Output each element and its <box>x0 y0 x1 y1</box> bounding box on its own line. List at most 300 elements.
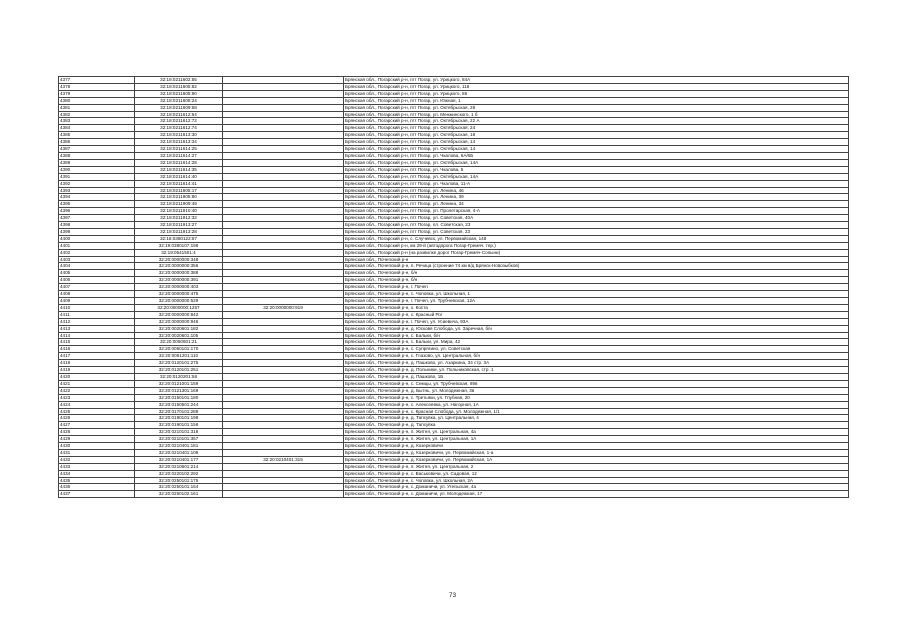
row-number-cell: 4424 <box>59 401 135 408</box>
table-row <box>59 194 849 201</box>
row-number-cell: 4427 <box>59 422 135 429</box>
address-cell: Брянская обл., Почепский р-н, г. Почеп <box>344 284 849 291</box>
cadastral-number-cell: 32:20:0210601:214 <box>135 463 223 470</box>
cadastral-number-cell: 32:20:0020601:182 <box>135 325 223 332</box>
cadastral-number-cell: 32:20:0121301:169 <box>135 387 223 394</box>
cadastral-number-cell: 32:19:0541501:4 <box>135 249 223 256</box>
table-row <box>59 491 849 498</box>
table-row <box>59 249 849 256</box>
cadastral-number-cell: 32:18:0211614:35 <box>135 166 223 173</box>
previous-number-cell <box>223 173 344 180</box>
table-row <box>59 456 849 463</box>
table-row <box>59 180 849 187</box>
address-cell: Брянская обл., Погарский р-н, пгт Погар, ул. Советская, 23 <box>344 228 849 235</box>
address-cell: Брянская обл., Погарский р-н, пгт Погар, ул. Ленина, 46 <box>344 187 849 194</box>
previous-number-cell <box>223 97 344 104</box>
cadastral-number-cell: 32:18:0380122:87 <box>135 235 223 242</box>
cadastral-number-cell: 32:18:0211614:25 <box>135 146 223 153</box>
table-row <box>59 187 849 194</box>
table-row <box>59 270 849 277</box>
address-cell: Брянская обл., Почепский р-н, с. Бальки, ул. Мира, 42 <box>344 339 849 346</box>
cadastral-number-cell: 32:20:0210401:108 <box>135 449 223 456</box>
table-row <box>59 436 849 443</box>
previous-number-cell <box>223 353 344 360</box>
address-cell: Брянская обл., Почепский р-н, с. Доманичи, ул. Молодежная, 17 <box>344 491 849 498</box>
row-number-cell: 4437 <box>59 491 135 498</box>
cadastral-number-cell: 32:18:0211609:58 <box>135 104 223 111</box>
address-cell: Брянская обл., Погарский р-н, с. Случевск, ул. Первомайская, 148 <box>344 235 849 242</box>
table-row <box>59 463 849 470</box>
address-cell: Брянская обл., Погарский р-н, пгт Погар, ул. Урицкого, 86 <box>344 90 849 97</box>
previous-number-cell <box>223 394 344 401</box>
address-cell: Брянская обл., Почепский р-н, д. Козерковичи, ул. Первомайская, 1А <box>344 456 849 463</box>
cadastral-number-cell: 32:20:0150101:180 <box>135 394 223 401</box>
address-cell: Брянская обл., Погарский р-н, пгт Погар, ул. Октябрьская, 14 <box>344 139 849 146</box>
row-number-cell: 4433 <box>59 463 135 470</box>
cadastral-number-cell: 32:20:0000000:842 <box>135 311 223 318</box>
previous-number-cell <box>223 118 344 125</box>
address-cell: Брянская обл., Почепский р-н, д. Юсковя Слобода, ул. Заречная, б/н <box>344 325 849 332</box>
table-row <box>59 477 849 484</box>
cadastral-number-cell: 32:18:0211605:17 <box>135 187 223 194</box>
row-number-cell: 4393 <box>59 187 135 194</box>
cadastral-number-cell: 32:19:0380107:198 <box>135 242 223 249</box>
address-cell: Брянская обл., Погарский р-н, пгт Погар, ул. Октябрьская, 14А <box>344 173 849 180</box>
address-cell: Брянская обл., Почепский р-н, с. Чоповка, ул. Школьная, 2А <box>344 477 849 484</box>
cadastral-number-cell: 32:20:0250102:161 <box>135 491 223 498</box>
address-cell: Брянская обл., Погарский р-н, пгт Погар, ул. Урицкого, 118 <box>344 83 849 90</box>
cadastral-number-cell: 32:20:0000000:529 <box>135 298 223 305</box>
table-row <box>59 208 849 215</box>
previous-number-cell <box>223 284 344 291</box>
cadastral-number-cell: 32:18:0211613:34 <box>135 139 223 146</box>
previous-number-cell <box>223 360 344 367</box>
cadastral-number-cell: 32:18:0211614:28 <box>135 159 223 166</box>
address-cell: Брянская обл., Почепский р-н, б/н <box>344 270 849 277</box>
previous-number-cell <box>223 180 344 187</box>
address-cell: Брянская обл., Погарский р-н, пгт Погар, ул. Урицкого, 84А <box>344 77 849 84</box>
row-number-cell: 4389 <box>59 159 135 166</box>
cadastral-number-cell: 32:18:0211913:28 <box>135 228 223 235</box>
table-row <box>59 429 849 436</box>
table-row <box>59 166 849 173</box>
cadastral-number-cell: 32:18:0211605:82 <box>135 83 223 90</box>
cadastral-number-cell: 32:20:0190101:199 <box>135 415 223 422</box>
row-number-cell: 4430 <box>59 443 135 450</box>
row-number-cell: 4425 <box>59 408 135 415</box>
table-row <box>59 222 849 229</box>
previous-number-cell <box>223 443 344 450</box>
row-number-cell: 4394 <box>59 194 135 201</box>
table-row <box>59 277 849 284</box>
address-cell: Брянская обл., Почепский р-н, с. Третьяки, ул. Глубная, 20 <box>344 394 849 401</box>
address-cell: Брянская обл., Почепский р-н, с. Глазово, ул. Центральная, б/н <box>344 353 849 360</box>
previous-number-cell <box>223 77 344 84</box>
table-row <box>59 146 849 153</box>
row-number-cell: 4409 <box>59 298 135 305</box>
table-row <box>59 373 849 380</box>
table-row <box>59 139 849 146</box>
cadastral-number-cell: 32:18:0211608:24 <box>135 97 223 104</box>
cadastral-number-cell: 32:18:0211909:49 <box>135 201 223 208</box>
table-row <box>59 235 849 242</box>
row-number-cell: 4413 <box>59 325 135 332</box>
address-cell: Брянская обл., Почепский р-н, с. Алексеевка, ул. Нагорная, 1А <box>344 401 849 408</box>
row-number-cell: 4380 <box>59 97 135 104</box>
row-number-cell: 4431 <box>59 449 135 456</box>
row-number-cell: 4378 <box>59 83 135 90</box>
previous-number-cell <box>223 222 344 229</box>
table-row <box>59 470 849 477</box>
row-number-cell: 4382 <box>59 111 135 118</box>
previous-number-cell <box>223 166 344 173</box>
address-cell: Брянская обл., Почепский р-н, п. Житня, ул. Центральная, 2 <box>344 463 849 470</box>
previous-number-cell <box>223 415 344 422</box>
row-number-cell: 4435 <box>59 477 135 484</box>
previous-number-cell <box>223 325 344 332</box>
row-number-cell: 4436 <box>59 484 135 491</box>
address-cell: Брянская обл., Почепский р-н, с. Васьковичи, ул. Садовая, 12 <box>344 470 849 477</box>
address-cell: Брянская обл., Почепский р-н, д. Пашково, ул. Азаркина, 34 стр. 3А <box>344 360 849 367</box>
cadastral-number-cell: 32:20:0020601:105 <box>135 332 223 339</box>
cadastral-number-cell: 32:20:0050101:170 <box>135 346 223 353</box>
table-row <box>59 401 849 408</box>
cadastral-number-cell: 32:20:0190101:156 <box>135 422 223 429</box>
cadastral-number-cell: 32:20:0121001:159 <box>135 380 223 387</box>
cadastral-number-cell: 32:20:0000000:356 <box>135 263 223 270</box>
row-number-cell: 4379 <box>59 90 135 97</box>
address-cell: Брянская обл., Почепский р-н, с. Семцы, ул. Трубчевская, 69в <box>344 380 849 387</box>
table-row <box>59 339 849 346</box>
row-number-cell: 4417 <box>59 353 135 360</box>
previous-number-cell <box>223 298 344 305</box>
cadastral-number-cell: 32:20:0120201:58 <box>135 373 223 380</box>
previous-number-cell <box>223 249 344 256</box>
row-number-cell: 4392 <box>59 180 135 187</box>
cadastral-number-cell: 32:20:0000000:946 <box>135 318 223 325</box>
row-number-cell: 4421 <box>59 380 135 387</box>
table-row <box>59 104 849 111</box>
previous-number-cell <box>223 104 344 111</box>
table-row <box>59 125 849 132</box>
table-row <box>59 256 849 263</box>
cadastral-number-cell: 32:20:0210101:357 <box>135 436 223 443</box>
previous-number-cell <box>223 146 344 153</box>
row-number-cell: 4429 <box>59 436 135 443</box>
table-row <box>59 325 849 332</box>
table-row <box>59 367 849 374</box>
address-cell: Брянская обл., Почепский р-н, д. Польники, ул. Польниковская, стр. 1 <box>344 367 849 374</box>
table-row <box>59 263 849 270</box>
cadastral-number-cell: 32:20:0000000:1257 <box>135 304 223 311</box>
previous-number-cell <box>223 215 344 222</box>
row-number-cell: 4396 <box>59 208 135 215</box>
table-row <box>59 449 849 456</box>
row-number-cell: 4397 <box>59 215 135 222</box>
row-number-cell: 4411 <box>59 311 135 318</box>
row-number-cell: 4420 <box>59 373 135 380</box>
previous-number-cell <box>223 139 344 146</box>
address-cell: Брянская обл., Погарский р-н, пгт Погар, ул. Чкалова, 5 <box>344 166 849 173</box>
address-cell: Брянская обл., Погарский р-н, пгт Погар, пл. Советская, 23 <box>344 222 849 229</box>
address-cell: Брянская обл., Почепский р-н, г. Почеп, ул. Усиевича, 93А <box>344 318 849 325</box>
table-row <box>59 215 849 222</box>
previous-number-cell <box>223 318 344 325</box>
cadastral-number-cell: 32:18:0211612:54 <box>135 111 223 118</box>
previous-number-cell: 32:20:0210401:315 <box>223 456 344 463</box>
cadastral-number-cell: 32:18:0211912:32 <box>135 215 223 222</box>
table-row <box>59 118 849 125</box>
previous-number-cell: 32:20:0000000:919 <box>223 304 344 311</box>
table-row <box>59 311 849 318</box>
table-row <box>59 387 849 394</box>
table-row <box>59 291 849 298</box>
row-number-cell: 4391 <box>59 173 135 180</box>
address-cell: Брянская обл., Погарский р-н (на развилке дорог Погар-Гремяч-Сопыни) <box>344 249 849 256</box>
address-cell: Брянская обл., Почепский р-н, с. Чоповка, ул. Школьная, 1 <box>344 291 849 298</box>
previous-number-cell <box>223 408 344 415</box>
row-number-cell: 4415 <box>59 339 135 346</box>
row-number-cell: 4386 <box>59 139 135 146</box>
table-row <box>59 97 849 104</box>
previous-number-cell <box>223 111 344 118</box>
row-number-cell: 4400 <box>59 235 135 242</box>
row-number-cell: 4422 <box>59 387 135 394</box>
row-number-cell: 4399 <box>59 228 135 235</box>
row-number-cell: 4384 <box>59 125 135 132</box>
table-row <box>59 284 849 291</box>
previous-number-cell <box>223 187 344 194</box>
row-number-cell: 4414 <box>59 332 135 339</box>
table-row <box>59 422 849 429</box>
cadastral-number-cell: 32:20:0210401:177 <box>135 456 223 463</box>
table-row <box>59 152 849 159</box>
previous-number-cell <box>223 90 344 97</box>
previous-number-cell <box>223 159 344 166</box>
table-row <box>59 353 849 360</box>
row-number-cell: 4434 <box>59 470 135 477</box>
row-number-cell: 4401 <box>59 242 135 249</box>
page-number: 73 <box>448 592 457 599</box>
cadastral-number-cell: 32:18:0211602:55 <box>135 77 223 84</box>
address-cell: Брянская обл., Погарский р-н, пгт Погар, ул. Ленина, 39 <box>344 194 849 201</box>
previous-number-cell <box>223 270 344 277</box>
cadastral-number-cell: 32:18:0211605:90 <box>135 90 223 97</box>
address-cell: Брянская обл., Почепский р-н, д. Пашково, 1Б <box>344 373 849 380</box>
table-row <box>59 298 849 305</box>
cadastral-number-cell: 32:20:0120101:275 <box>135 360 223 367</box>
previous-number-cell <box>223 339 344 346</box>
cadastral-number-cell: 32:18:0211612:74 <box>135 125 223 132</box>
row-number-cell: 4398 <box>59 222 135 229</box>
previous-number-cell <box>223 436 344 443</box>
row-number-cell: 4390 <box>59 166 135 173</box>
row-number-cell: 4416 <box>59 346 135 353</box>
previous-number-cell <box>223 380 344 387</box>
table-row <box>59 83 849 90</box>
previous-number-cell <box>223 242 344 249</box>
cadastral-number-cell: 32:18:0211613:30 <box>135 132 223 139</box>
table-row <box>59 408 849 415</box>
cadastral-number-cell: 32:20:0000000:475 <box>135 291 223 298</box>
row-number-cell: 4428 <box>59 429 135 436</box>
address-cell: Брянская обл., Почепский р-н, с. Супрягино, ул. Советская <box>344 346 849 353</box>
table-row <box>59 318 849 325</box>
cadastral-number-cell: 32:18:0211913:27 <box>135 222 223 229</box>
cadastral-number-cell: 32:20:0250101:175 <box>135 477 223 484</box>
previous-number-cell <box>223 194 344 201</box>
table-row <box>59 360 849 367</box>
table-row <box>59 380 849 387</box>
table-row <box>59 201 849 208</box>
previous-number-cell <box>223 346 344 353</box>
register-table-body <box>59 77 849 498</box>
address-cell: Брянская обл., Погарский р-н, пгт Погар, ул. Южная, 1 <box>344 97 849 104</box>
table-row <box>59 415 849 422</box>
previous-number-cell <box>223 367 344 374</box>
row-number-cell: 4385 <box>59 132 135 139</box>
cadastral-number-cell: 32:18:0211614:27 <box>135 152 223 159</box>
table-row <box>59 111 849 118</box>
address-cell: Брянская обл., Почепский р-н <box>344 256 849 263</box>
cadastral-number-cell: 32:20:0120101:251 <box>135 367 223 374</box>
address-cell: Брянская обл., Почепский р-н, г. Почеп, ул. Трубчевская, 12А <box>344 298 849 305</box>
table-row <box>59 173 849 180</box>
row-number-cell: 4419 <box>59 367 135 374</box>
cadastral-number-cell: 32:18:0211910:40 <box>135 208 223 215</box>
previous-number-cell <box>223 291 344 298</box>
row-number-cell: 4407 <box>59 284 135 291</box>
cadastral-number-cell: 32:20:0050601:21 <box>135 339 223 346</box>
address-cell: Брянская обл., Погарский р-н, пгт Погар, ул. Советская, 40А <box>344 215 849 222</box>
cadastral-number-cell: 32:18:0211905:80 <box>135 194 223 201</box>
address-cell: Брянская обл., Почепский р-н, д. Бытнь, ул. Молодежная, 3в <box>344 387 849 394</box>
row-number-cell: 4387 <box>59 146 135 153</box>
previous-number-cell <box>223 463 344 470</box>
cadastral-number-cell: 32:20:0210101:318 <box>135 429 223 436</box>
previous-number-cell <box>223 373 344 380</box>
table-row <box>59 346 849 353</box>
row-number-cell: 4403 <box>59 256 135 263</box>
previous-number-cell <box>223 387 344 394</box>
cadastral-number-cell: 32:20:0051201:110 <box>135 353 223 360</box>
row-number-cell: 4410 <box>59 304 135 311</box>
address-cell: Брянская обл., Погарский р-н, пгт Погар, ул. Октябрьская, 22 А <box>344 118 849 125</box>
row-number-cell: 4412 <box>59 318 135 325</box>
table-row <box>59 90 849 97</box>
previous-number-cell <box>223 83 344 90</box>
previous-number-cell <box>223 125 344 132</box>
address-cell: Брянская обл., Почепский р-н, д. Тапсувка <box>344 422 849 429</box>
address-cell: Брянская обл., Почепский р-н, д. Козерковичи, ул. Первомайская, 1-а <box>344 449 849 456</box>
row-number-cell: 4381 <box>59 104 135 111</box>
table-row <box>59 242 849 249</box>
table-row <box>59 394 849 401</box>
row-number-cell: 4402 <box>59 249 135 256</box>
cadastral-number-cell: 32:20:0170101:289 <box>135 408 223 415</box>
previous-number-cell <box>223 470 344 477</box>
address-cell: Брянская обл., Почепский р-н, п. Житня, ул. Центральная, 4а <box>344 429 849 436</box>
row-number-cell: 4408 <box>59 291 135 298</box>
row-number-cell: 4404 <box>59 263 135 270</box>
address-cell: Брянская обл., Почепский р-н, б/н <box>344 277 849 284</box>
address-cell: Брянская обл., Почепский р-н, с. Доманичи, ул. Угельская, 4а <box>344 484 849 491</box>
address-cell: Брянская обл., Почепский р-н, п. Речица (строение 74 км в/д Брянск-Новозыбков) <box>344 263 849 270</box>
previous-number-cell <box>223 429 344 436</box>
previous-number-cell <box>223 332 344 339</box>
address-cell: Брянская обл., Погарский р-н, пгт Погар, ул. Октябрьская, 14А <box>344 159 849 166</box>
cadastral-number-cell: 32:20:0000000:388 <box>135 270 223 277</box>
address-cell: Брянская обл., Погарский р-н, пгт Погар, ул. Октябрьская, 28 <box>344 104 849 111</box>
previous-number-cell <box>223 256 344 263</box>
address-cell: Брянская обл., Погарский р-н, пгт Погар, ул. Пролетарская, 4-А <box>344 208 849 215</box>
cadastral-number-cell: 32:18:0211612:72 <box>135 118 223 125</box>
previous-number-cell <box>223 484 344 491</box>
previous-number-cell <box>223 491 344 498</box>
address-cell: Брянская обл., Почепский р-н, с. Красный Рог <box>344 311 849 318</box>
table-row <box>59 484 849 491</box>
table-row <box>59 443 849 450</box>
address-cell: Брянская обл., Погарский р-н, пгт Погар, ул. Чкалова, 11-А <box>344 180 849 187</box>
address-cell: Брянская обл., Погарский р-н, пгт Погар, ул. Менжинского, 1 б <box>344 111 849 118</box>
address-cell: Брянская обл., Почепский р-н, д. Тапсувка, ул. Центральная, 4 <box>344 415 849 422</box>
row-number-cell: 4395 <box>59 201 135 208</box>
cadastral-number-cell: 32:20:0000000:403 <box>135 284 223 291</box>
address-cell: Брянская обл., Погарский р-н, пгт Погар, ул. Октябрьская, 18 <box>344 132 849 139</box>
previous-number-cell <box>223 477 344 484</box>
table-row <box>59 332 849 339</box>
table-row <box>59 132 849 139</box>
cadastral-number-cell: 32:20:0000000:348 <box>135 256 223 263</box>
address-cell: Брянская обл., Погарский р-н, км 29-й (автодорога Погар-Гремяч. тер.) <box>344 242 849 249</box>
row-number-cell: 4418 <box>59 360 135 367</box>
table-row <box>59 228 849 235</box>
address-cell: Брянская обл., Почепский р-н, с. Красная Слобода, ул. Молодежная, 1/1 <box>344 408 849 415</box>
address-cell: Брянская обл., Погарский р-н, пгт Погар, ул. Ленина, 34 <box>344 201 849 208</box>
row-number-cell: 4383 <box>59 118 135 125</box>
cadastral-number-cell: 32:20:0150501:244 <box>135 401 223 408</box>
previous-number-cell <box>223 132 344 139</box>
cadastral-number-cell: 32:18:0211614:41 <box>135 180 223 187</box>
address-cell: Брянская обл., Почепский р-н, д. Козерковичи <box>344 443 849 450</box>
row-number-cell: 4426 <box>59 415 135 422</box>
row-number-cell: 4423 <box>59 394 135 401</box>
cadastral-number-cell: 32:20:0250101:164 <box>135 484 223 491</box>
table-row <box>59 77 849 84</box>
cadastral-number-cell: 32:20:0220102:292 <box>135 470 223 477</box>
row-number-cell: 4377 <box>59 77 135 84</box>
register-table <box>58 76 849 498</box>
row-number-cell: 4405 <box>59 270 135 277</box>
row-number-cell: 4432 <box>59 456 135 463</box>
address-cell: Брянская обл., Почепский р-н, п. Житня, ул. Центральная, 1А <box>344 436 849 443</box>
previous-number-cell <box>223 235 344 242</box>
previous-number-cell <box>223 311 344 318</box>
address-cell: Брянская обл., Погарский р-н, пгт Погар, ул. Чкалова, 6А/6Б <box>344 152 849 159</box>
row-number-cell: 4388 <box>59 152 135 159</box>
previous-number-cell <box>223 277 344 284</box>
previous-number-cell <box>223 201 344 208</box>
address-cell: Брянская обл., Погарский р-н, пгт Погар, ул. Октябрьская, 14 <box>344 146 849 153</box>
cadastral-number-cell: 32:20:0000000:391 <box>135 277 223 284</box>
address-cell: Брянская обл., Почепский р-н, х. Коста <box>344 304 849 311</box>
previous-number-cell <box>223 401 344 408</box>
previous-number-cell <box>223 152 344 159</box>
previous-number-cell <box>223 263 344 270</box>
previous-number-cell <box>223 422 344 429</box>
previous-number-cell <box>223 208 344 215</box>
address-cell: Брянская обл., Почепский р-н, с. Бальки, б/н <box>344 332 849 339</box>
